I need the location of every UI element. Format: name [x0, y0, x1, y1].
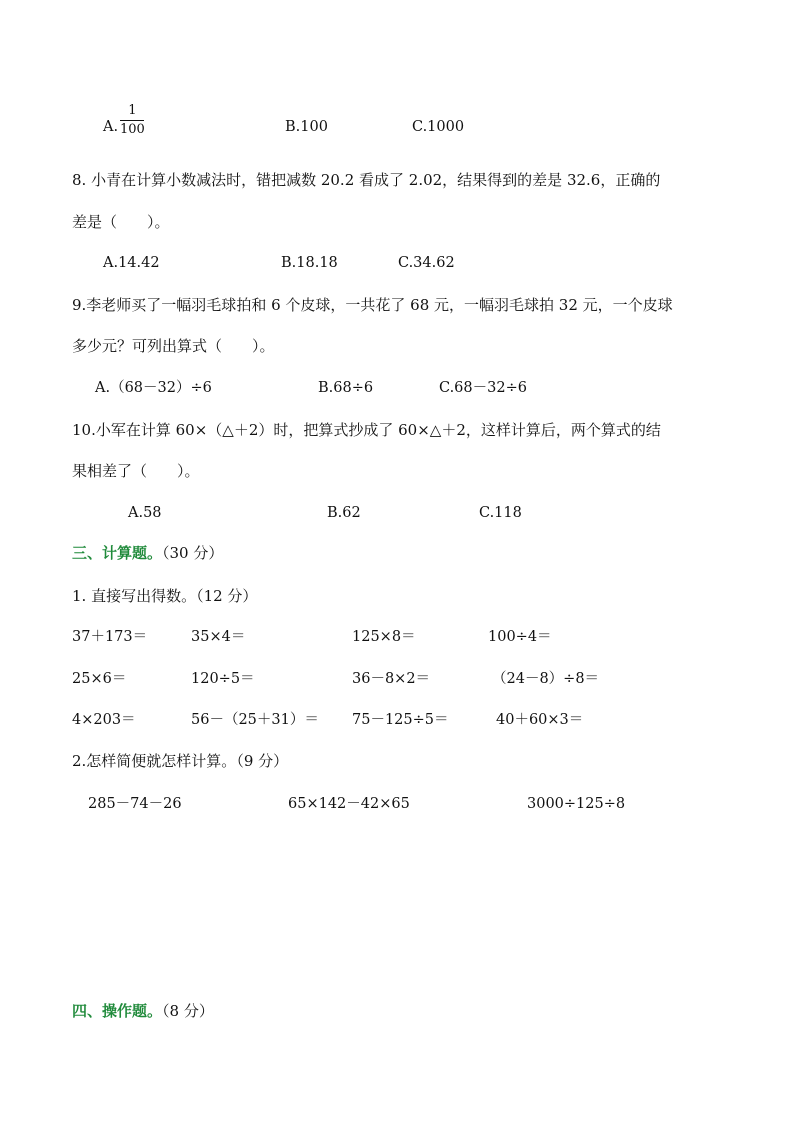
- calc-r2-c1: 25×6＝: [72, 671, 127, 687]
- fraction-numerator: 1: [128, 103, 137, 118]
- q9-option-b: B.68÷6: [318, 380, 374, 396]
- q7-option-a-fraction: [120, 104, 145, 137]
- section-4-title: 四、操作题。: [72, 1002, 163, 1020]
- q10-option-b: B.62: [327, 505, 361, 521]
- part1-title: 1. 直接写出得数。（12 分）: [72, 587, 258, 605]
- calc-r1-c2: 35×4＝: [191, 629, 246, 645]
- q7-option-a-prefix: A.: [103, 119, 119, 135]
- q8-option-b: B.18.18: [281, 255, 338, 271]
- simplify-item-2: 65×142－42×65: [288, 796, 410, 812]
- calc-r1-c1: 37＋173＝: [72, 629, 148, 645]
- calc-r2-c4: （24－8）÷8＝: [492, 671, 600, 687]
- simplify-item-1: 285－74－26: [88, 796, 182, 812]
- calc-r3-c1: 4×203＝: [72, 712, 136, 728]
- fraction-bar: [120, 120, 144, 121]
- q10-text-line1: 10.小军在计算 60×（△＋2）时，把算式抄成了 60×△＋2，这样计算后，两个算式的结: [72, 421, 661, 439]
- q7-option-c: C.1000: [412, 119, 465, 135]
- calc-r1-c3: 125×8＝: [352, 629, 416, 645]
- q10-option-a: A.58: [128, 505, 162, 521]
- calc-r1-c4: 100÷4＝: [488, 629, 552, 645]
- q8-text-line1: 8. 小青在计算小数减法时，错把减数 20.2 看成了 2.02，结果得到的差是 32.6，正确的: [72, 171, 661, 189]
- fraction-denominator: 100: [120, 122, 145, 137]
- q9-option-c: C.68－32÷6: [439, 380, 527, 396]
- section-3-points: （30 分）: [162, 544, 224, 562]
- q9-option-a: A.（68－32）÷6: [95, 380, 212, 396]
- part2-title: 2.怎样简便就怎样计算。（9 分）: [72, 752, 289, 770]
- q8-option-c: C.34.62: [398, 255, 455, 271]
- calc-r2-c2: 120÷5＝: [191, 671, 255, 687]
- section-3-title: 三、计算题。: [72, 544, 163, 562]
- section-4-heading: [72, 1002, 214, 1020]
- calc-r3-c2: 56－（25＋31）＝: [191, 712, 319, 728]
- q10-text-line2: 果相差了（ ）。: [72, 462, 200, 480]
- q8-option-a: A.14.42: [103, 255, 160, 271]
- calc-r2-c3: 36－8×2＝: [352, 671, 431, 687]
- q7-option-b: B.100: [285, 119, 328, 135]
- q9-text-line1: 9.李老师买了一幅羽毛球拍和 6 个皮球，一共花了 68 元，一幅羽毛球拍 32 元，一个皮球: [72, 296, 673, 314]
- calc-r3-c4: 40＋60×3＝: [496, 712, 584, 728]
- q8-text-line2: 差是（ ）。: [72, 213, 170, 231]
- q10-option-c: C.118: [479, 505, 522, 521]
- section-3-heading: [72, 544, 223, 562]
- calc-r3-c3: 75－125÷5＝: [352, 712, 449, 728]
- simplify-item-3: 3000÷125÷8: [527, 796, 626, 812]
- q9-text-line2: 多少元？可列出算式（ ）。: [72, 337, 275, 355]
- section-4-points: （8 分）: [162, 1002, 214, 1020]
